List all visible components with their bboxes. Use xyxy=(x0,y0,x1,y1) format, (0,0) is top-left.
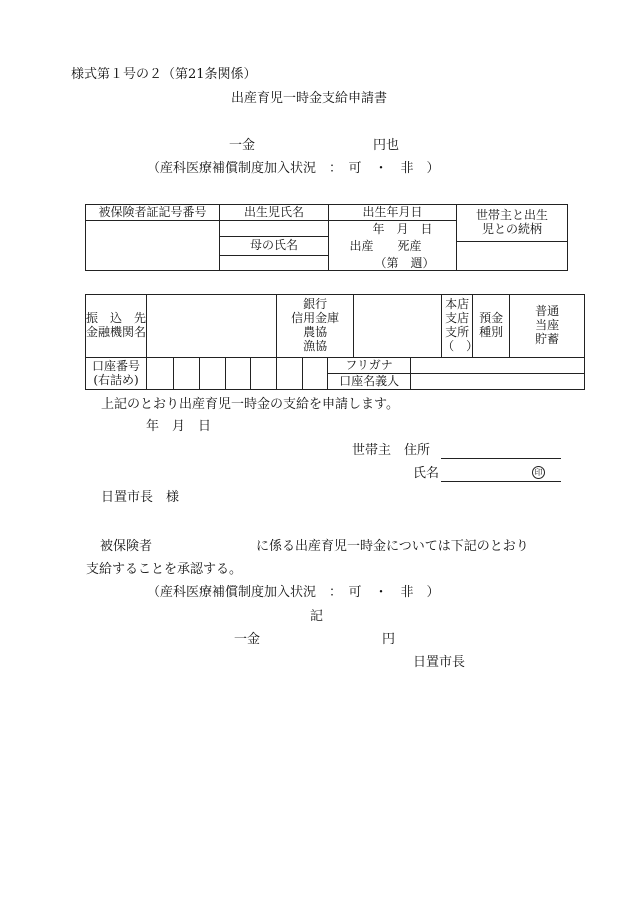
birth-date-field[interactable] xyxy=(329,221,457,271)
account-type-current: 当座 xyxy=(535,318,560,333)
account-digit-7[interactable] xyxy=(303,358,328,390)
weeks-label: （第 週） xyxy=(374,255,435,270)
approval-line-2: 支給することを承認する。 xyxy=(86,562,243,577)
name-underline[interactable] xyxy=(441,481,561,482)
deposit-label-line2: 種別 xyxy=(479,325,504,339)
relation-field[interactable] xyxy=(457,242,568,271)
form-title: 出産育児一時金支給申請書 xyxy=(231,91,388,106)
bank-type-credit-union: 信用金庫 xyxy=(291,311,340,326)
branch-type-branch: 支店 xyxy=(445,311,470,326)
insurance-status-line: （産科医療補償制度加入状況 ： 可 ・ 非 ） xyxy=(147,161,440,176)
amount2-prefix: 一金 xyxy=(234,632,261,647)
bank-type-options xyxy=(277,295,354,358)
account-holder-label: 口座名義人 xyxy=(328,374,411,390)
account-digit-1[interactable] xyxy=(147,358,174,390)
account-digit-6[interactable] xyxy=(277,358,303,390)
application-statement: 上記のとおり出産育児一時金の支給を申請します。 xyxy=(101,397,399,412)
amount-prefix: 一金 xyxy=(229,138,256,153)
bank-account-table xyxy=(85,294,585,390)
mother-name-header: 母の氏名 xyxy=(220,237,329,256)
branch-type-office: 支所 xyxy=(445,325,470,339)
account-type-options xyxy=(510,295,585,358)
approval-line-1: 被保険者 に係る出産育児一時金については下記のとおり xyxy=(100,539,529,554)
child-name-field[interactable] xyxy=(220,221,329,237)
insured-number-header: 被保険者証記号番号 xyxy=(86,205,220,221)
furigana-label: フリガナ xyxy=(328,358,411,374)
branch-type-options xyxy=(442,295,479,358)
householder-name-label: 氏名 xyxy=(413,466,440,481)
child-name-header: 出生児氏名 xyxy=(220,205,329,221)
furigana-field[interactable] xyxy=(411,358,585,374)
account-number-label xyxy=(86,358,147,390)
account-number-line2: (右詰め) xyxy=(93,372,139,387)
insured-number-field[interactable] xyxy=(86,221,220,271)
branch-type-main: 本店 xyxy=(445,297,470,312)
account-digit-5[interactable] xyxy=(251,358,277,390)
birth-info-table xyxy=(85,204,568,271)
transfer-bank-label xyxy=(86,295,147,358)
insurance-status-line-2: （産科医療補償制度加入状況 ： 可 ・ 非 ） xyxy=(147,585,440,600)
householder-address-label: 世帯主 住所 xyxy=(352,443,431,458)
form-number: 様式第１号の２（第21条関係） xyxy=(71,67,257,82)
account-type-ordinary: 普通 xyxy=(535,304,560,319)
application-date: 年 月 日 xyxy=(146,419,212,434)
account-number-line1: 口座番号 xyxy=(91,358,140,373)
bank-name-field[interactable] xyxy=(147,295,277,358)
addressee: 日置市長 様 xyxy=(101,490,180,505)
deposit-type-label xyxy=(473,295,510,358)
birth-ymd: 年 月 日 xyxy=(372,222,433,236)
ki-label: 記 xyxy=(310,609,324,624)
account-type-savings: 貯蓄 xyxy=(535,331,560,346)
birth-death-label: 出産 死産 xyxy=(349,238,422,253)
account-digit-2[interactable] xyxy=(174,358,200,390)
relation-header xyxy=(457,205,568,242)
branch-name-field[interactable] xyxy=(354,295,442,358)
mother-name-field[interactable] xyxy=(220,256,329,271)
relation-label-line2: 児との続柄 xyxy=(481,221,542,236)
bank-type-fishery: 漁協 xyxy=(303,338,328,353)
account-digit-3[interactable] xyxy=(200,358,226,390)
bank-type-agricultural: 農協 xyxy=(303,325,328,339)
branch-type-other: （ ） xyxy=(442,338,479,353)
transfer-label-line1: 振 込 先 xyxy=(86,311,147,326)
birth-date-header: 出生年月日 xyxy=(329,205,457,221)
account-digit-4[interactable] xyxy=(226,358,251,390)
amount2-suffix: 円 xyxy=(382,632,396,647)
transfer-label-line2: 金融機関名 xyxy=(86,325,147,339)
mayor-signature: 日置市長 xyxy=(413,655,466,670)
deposit-label-line1: 預金 xyxy=(479,311,504,326)
seal-mark: 印 xyxy=(532,466,545,479)
address-underline[interactable] xyxy=(441,458,561,459)
amount-suffix: 円也 xyxy=(373,138,400,153)
bank-type-bank: 銀行 xyxy=(303,297,328,312)
account-holder-field[interactable] xyxy=(411,374,585,390)
relation-label-line1: 世帯主と出生 xyxy=(475,208,548,222)
